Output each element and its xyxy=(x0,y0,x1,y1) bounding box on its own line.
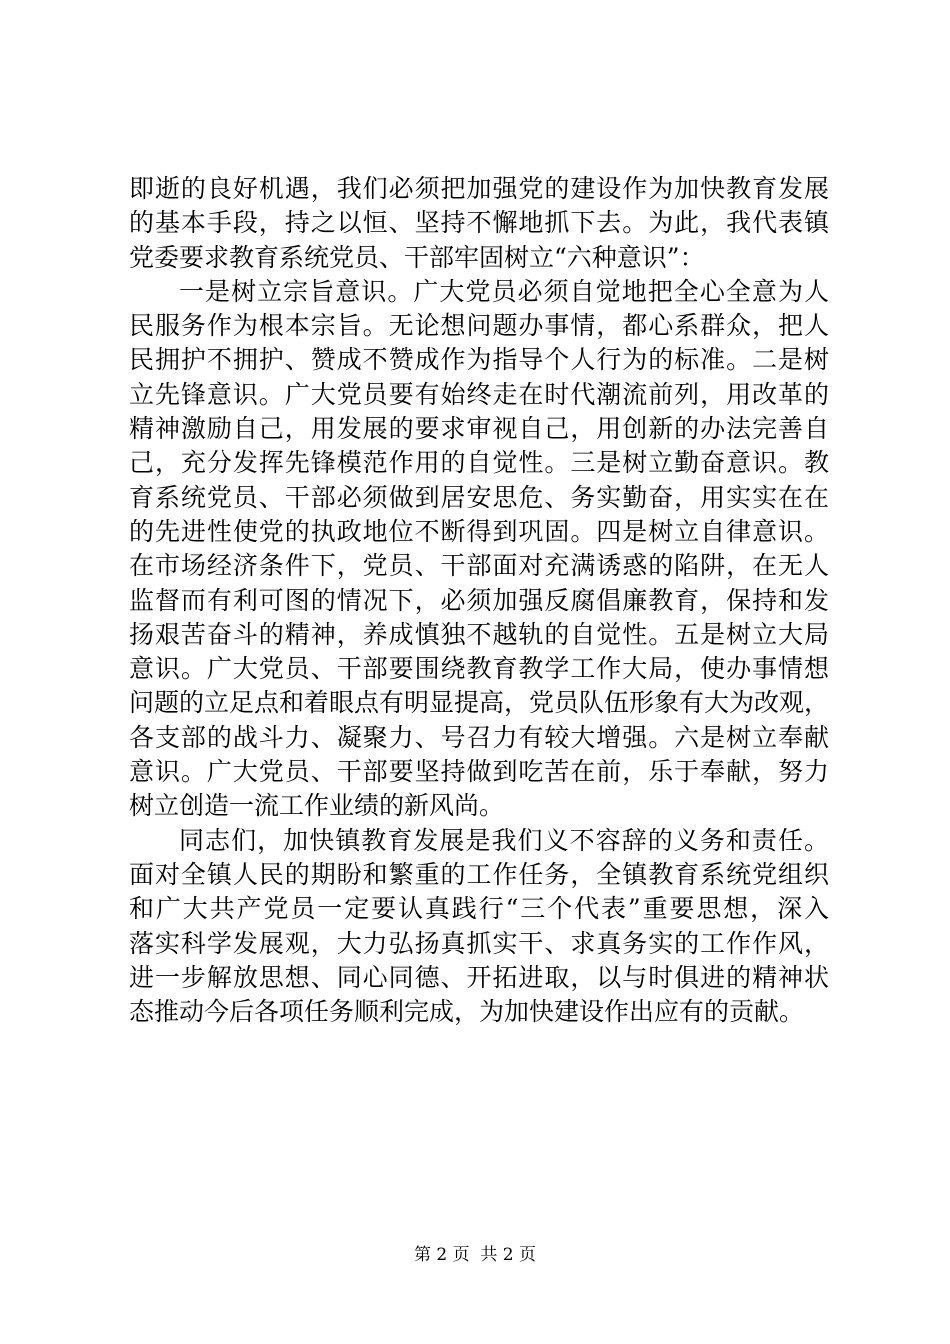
text-line: 的先进性使党的执政地位不断得到巩固。四是树立自律意识。 xyxy=(129,516,829,546)
text-line: 问题的立足点和着眼点有明显提高，党员队伍形象有大为改观， xyxy=(129,688,830,718)
text-line: 民拥护不拥护、赞成不赞成作为指导个人行为的标准。二是树 xyxy=(129,345,829,375)
text-line: 意识。广大党员、干部要围绕教育教学工作大局，使办事情想 xyxy=(129,654,829,684)
text-line: 即逝的良好机遇，我们必须把加强党的建设作为加快教育发展 xyxy=(129,174,829,203)
text-line: 和广大共产党员一定要认真践行“三个代表”重要思想，深入 xyxy=(129,894,829,924)
text-line: 面对全镇人民的期盼和繁重的工作任务，全镇教育系统党组织 xyxy=(129,859,829,889)
text-line: 党委要求教育系统党员、干部牢固树立“六种意识”： xyxy=(129,242,705,272)
text-line: 民服务作为根本宗旨。无论想问题办事情，都心系群众，把人 xyxy=(129,311,829,341)
text-line: 意识。广大党员、干部要坚持做到吃苦在前，乐于奉献，努力 xyxy=(129,757,829,787)
text-line: 树立创造一流工作业绩的新风尚。 xyxy=(129,791,505,821)
text-line: 在市场经济条件下，党员、干部面对充满诱惑的陷阱，在无人 xyxy=(129,551,829,581)
text-line: 同志们，加快镇教育发展是我们义不容辞的义务和责任。 xyxy=(179,825,829,855)
page-number-label: 第 2 页 共 2 页 xyxy=(413,1245,537,1265)
text-line: 监督而有利可图的情况下，必须加强反腐倡廉教育，保持和发 xyxy=(129,585,829,615)
text-line: 育系统党员、干部必须做到居安思危、务实勤奋，用实实在在 xyxy=(129,482,829,512)
paragraph-2 xyxy=(129,275,829,824)
text-line: 各支部的战斗力、凝聚力、号召力有较大增强。六是树立奉献 xyxy=(129,722,829,752)
paragraph-3 xyxy=(129,824,829,1030)
paragraph-1 xyxy=(129,172,829,275)
text-line: 态推动今后各项任务顺利完成，为加快建设作出应有的贡献。 xyxy=(129,997,805,1027)
page-footer xyxy=(0,1243,950,1267)
text-line: 扬艰苦奋斗的精神，养成慎独不越轨的自觉性。五是树立大局 xyxy=(129,619,829,649)
text-line: 己，充分发挥先锋模范作用的自觉性。三是树立勤奋意识。教 xyxy=(129,448,829,478)
text-line: 的基本手段，持之以恒、坚持不懈地抓下去。为此，我代表镇 xyxy=(129,208,829,238)
text-line: 立先锋意识。广大党员要有始终走在时代潮流前列，用改革的 xyxy=(129,379,829,409)
document-body xyxy=(129,172,829,1029)
text-line: 一是树立宗旨意识。广大党员必须自觉地把全心全意为人 xyxy=(179,276,829,306)
text-line: 落实科学发展观，大力弘扬真抓实干、求真务实的工作作风， xyxy=(129,928,829,958)
text-line: 进一步解放思想、同心同德、开拓进取，以与时俱进的精神状 xyxy=(129,962,829,992)
text-line: 精神激励自己，用发展的要求审视自己，用创新的办法完善自 xyxy=(129,414,829,444)
